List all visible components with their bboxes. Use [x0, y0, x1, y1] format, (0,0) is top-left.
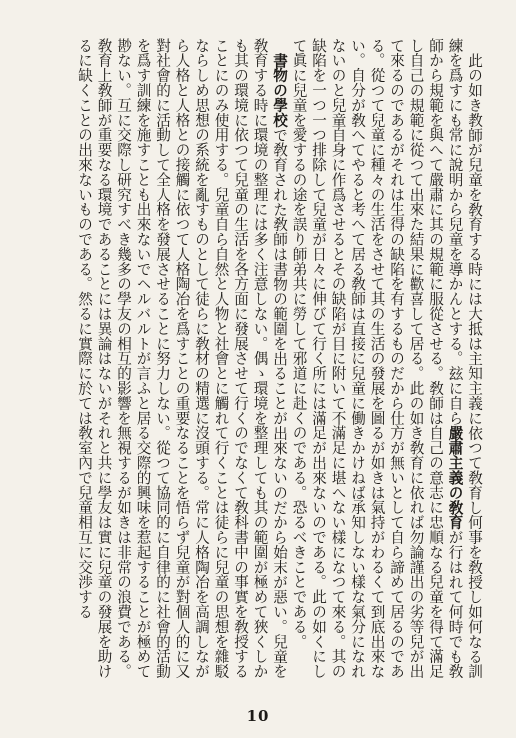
- page-number: 10: [246, 707, 270, 725]
- paragraph-2-text: で敎育された敎師は書物の範圍を出ることが出來ないのだから始末が惡い。兒童を敎育する時に環境の整理には多く注意しない。偶ゝ環境を整理しても其の範圍が極めて狹くしかも其の環境に依つて兒童の生活を各方面に發展させて行くのでなくて敎科書中の事實を敎授することにのみ使用する。兒童自ら自然と人物と社會とに觸れて行くことは徒らに兒童の思想を雜駁ならしめ思想の系統を亂すものとして徒らに敎材の精選に沒頭する。常に人格陶冶を高調しながら人格と人格との接觸に依つて人格陶冶を爲すことの重要なることを悟らず兒童が對個人的に又對社會的に活動して全人格を發展させることに努力しない。從つて協同的に自律的に社會的活動を爲す訓練を施すことも出來ないでヘルバルトが言ふと居る交際的興味を惹起することが極めて尠ない。互に交際し研究すべき幾多の學友の相互的影響を無視するが如きは非常の浪費である。敎育上敎師が重要なる環境であることには異論はないがそれと共に學友は實に兒童の發展を助けるに缺くことの出來ないものである。然るに實際に於ては敎室內で兒童相互に交渉する: [76, 38, 288, 679]
- emphasis-book-school: 書物の學校: [271, 52, 288, 128]
- emphasis-strict-education: 嚴肅主義の敎育: [446, 425, 464, 530]
- paragraph-2: [75, 38, 290, 688]
- body-text: [38, 38, 484, 688]
- paragraph-1-text-a: 此の如き教師が兒童を敎育する時には大抵は主知主義に依つて敎育し何事を敎授し如何なる訓練を爲すにも常に說明から兒童を導かんとする。玆に自ら: [446, 38, 483, 679]
- paragraph-1-text-b: が行はれて何時でも敎師から規範を與へて嚴肅に其の規範に服從させる。敎師は自己の意志に忠順なる兒童を得て滿足し自己の規範に從つて出來た結果に歡喜して居る。此の如き敎育に依れば勿論謹出の劣等兒が出て來るのであるがそれは生得の缺陷を有するものだから仕方が無いとして自ら諦めて居るのである。從つて兒童に種々の生活をさせて其の生活の發展を圖るが如きは氣持がわるくて到底出來ない。自分が敎へてやると考へて居る敎師は直接に兒童に働きかけねば承知しない樣な氣分になれないのと兒童自身に作爲させるとその缺陷が目に附いて不滿足に堪へない樣になつて來る。其の缺陷を一つ一つ排除して兒童が日々に伸びて行く所には滿足が出來ないのである。此の如くにして眞に兒童を愛するの途を誤り師弟共に勞して邪道に赴くのである。恐るべきことである。: [290, 38, 464, 679]
- paragraph-1: [289, 38, 484, 688]
